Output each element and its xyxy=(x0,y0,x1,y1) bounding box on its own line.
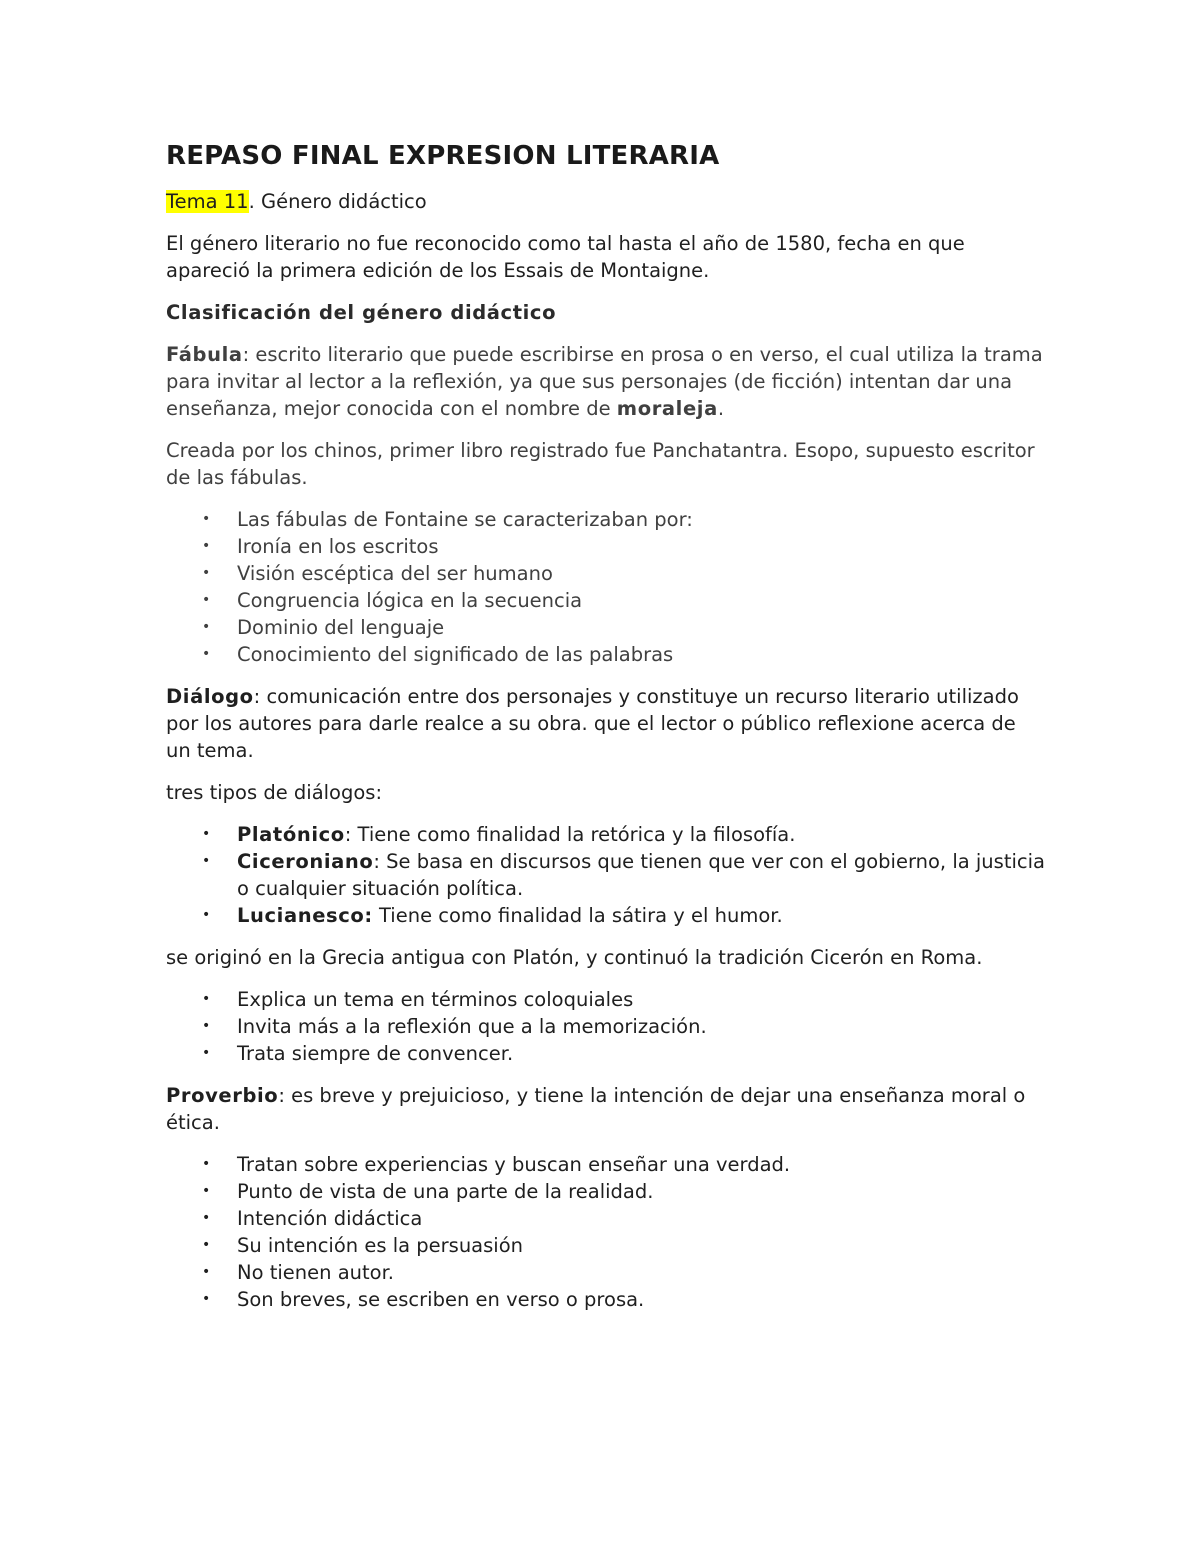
bullet-icon: • xyxy=(202,1183,211,1199)
bullet-icon: • xyxy=(202,511,211,527)
list-item xyxy=(166,1013,1046,1040)
fabula-term: Fábula xyxy=(166,343,243,366)
list-item xyxy=(166,1040,1046,1067)
fabula-paragraph xyxy=(166,341,1046,422)
proverbio-paragraph xyxy=(166,1082,1046,1136)
bullet-icon: • xyxy=(202,592,211,608)
list-item-text: Ironía en los escritos xyxy=(237,535,439,558)
list-item-text: Explica un tema en términos coloquiales xyxy=(237,988,634,1011)
list-item xyxy=(166,587,1046,614)
list-item-text: Las fábulas de Fontaine se caracterizaban por: xyxy=(237,508,693,531)
tipo-term: Lucianesco: xyxy=(237,904,373,927)
fabula-period: . xyxy=(717,397,725,420)
list-item xyxy=(166,641,1046,668)
list-item-text: Conocimiento del significado de las palabras xyxy=(237,643,674,666)
fabula-list xyxy=(166,506,1046,668)
list-item xyxy=(166,533,1046,560)
list-item-text: Invita más a la reflexión que a la memorización. xyxy=(237,1015,707,1038)
intro-paragraph: El género literario no fue reconocido como tal hasta el año de 1580, fecha en que apareció la primera edición de los Essais de Montaigne. xyxy=(166,232,965,282)
list-item-text: Punto de vista de una parte de la realidad. xyxy=(237,1180,654,1203)
list-item xyxy=(166,1205,1046,1232)
tipo-text: : Se basa en discursos que tienen que ver con el gobierno, la justicia o cualquier situación política. xyxy=(237,850,1045,900)
tema-highlight: Tema 11 xyxy=(166,190,249,213)
document-title: REPASO FINAL EXPRESION LITERARIA xyxy=(166,141,720,171)
bullet-icon: • xyxy=(202,1156,211,1172)
tipos-intro: tres tipos de diálogos: xyxy=(166,781,383,804)
bullet-icon: • xyxy=(202,1237,211,1253)
proverbio-text: : es breve y prejuicioso, y tiene la intención de dejar una enseñanza moral o ética. xyxy=(166,1084,1026,1134)
proverbio-list xyxy=(166,1151,1046,1313)
list-item xyxy=(166,821,1046,848)
bullet-icon: • xyxy=(202,991,211,1007)
dialogo-text: : comunicación entre dos personajes y constituye un recurso literario utilizado por los autores para darle realce a su obra. que el lector o público reflexione acerca de un tema. xyxy=(166,685,1019,762)
list-item xyxy=(166,902,1046,929)
bullet-icon: • xyxy=(202,1210,211,1226)
dialogo-term: Diálogo xyxy=(166,685,254,708)
list-item xyxy=(166,560,1046,587)
bullet-icon: • xyxy=(202,907,211,923)
tema-line xyxy=(166,188,1046,215)
list-item xyxy=(166,1151,1046,1178)
list-item xyxy=(166,614,1046,641)
bullet-icon: • xyxy=(202,826,211,842)
fabula-origin-paragraph: Creada por los chinos, primer libro registrado fue Panchatantra. Esopo, supuesto escritor de las fábulas. xyxy=(166,439,1035,489)
document-page xyxy=(166,138,1046,1328)
dialogo-list xyxy=(166,986,1046,1067)
bullet-icon: • xyxy=(202,538,211,554)
list-item xyxy=(166,986,1046,1013)
list-item xyxy=(166,1178,1046,1205)
list-item-text: Tratan sobre experiencias y buscan enseñar una verdad. xyxy=(237,1153,791,1176)
list-item-text: Trata siempre de convencer. xyxy=(237,1042,514,1065)
bullet-icon: • xyxy=(202,853,211,869)
list-item xyxy=(166,1259,1046,1286)
fabula-text: : escrito literario que puede escribirse en prosa o en verso, el cual utiliza la trama para invitar al lector a la reflexión, ya que sus personajes (de ficción) intentan dar una enseñanza, mejor conocida con el nombre de xyxy=(166,343,1043,420)
bullet-icon: • xyxy=(202,1264,211,1280)
tipo-term: Ciceroniano xyxy=(237,850,374,873)
dialogo-origin-paragraph: se originó en la Grecia antigua con Platón, y continuó la tradición Cicerón en Roma. xyxy=(166,946,983,969)
proverbio-term: Proverbio xyxy=(166,1084,279,1107)
list-item xyxy=(166,506,1046,533)
bullet-icon: • xyxy=(202,1018,211,1034)
list-item-text: Visión escéptica del ser humano xyxy=(237,562,553,585)
dialogo-paragraph xyxy=(166,683,1046,764)
bullet-icon: • xyxy=(202,1291,211,1307)
tema-rest: . Género didáctico xyxy=(248,190,427,213)
tipo-text: : Tiene como finalidad la retórica y la filosofía. xyxy=(344,823,796,846)
tipo-term: Platónico xyxy=(237,823,345,846)
bullet-icon: • xyxy=(202,1045,211,1061)
list-item-text: No tienen autor. xyxy=(237,1261,394,1284)
list-item-text: Congruencia lógica en la secuencia xyxy=(237,589,583,612)
list-item xyxy=(166,1232,1046,1259)
tipos-list xyxy=(166,821,1046,929)
list-item xyxy=(166,848,1046,902)
moraleja-term: moraleja xyxy=(616,397,718,420)
bullet-icon: • xyxy=(202,619,211,635)
list-item-text: Son breves, se escriben en verso o prosa. xyxy=(237,1288,645,1311)
list-item xyxy=(166,1286,1046,1313)
tipo-text: Tiene como finalidad la sátira y el humor. xyxy=(372,904,783,927)
list-item-text: Dominio del lenguaje xyxy=(237,616,445,639)
clasificacion-heading: Clasificación del género didáctico xyxy=(166,301,557,324)
list-item-text: Intención didáctica xyxy=(237,1207,423,1230)
list-item-text: Su intención es la persuasión xyxy=(237,1234,523,1257)
bullet-icon: • xyxy=(202,565,211,581)
bullet-icon: • xyxy=(202,646,211,662)
